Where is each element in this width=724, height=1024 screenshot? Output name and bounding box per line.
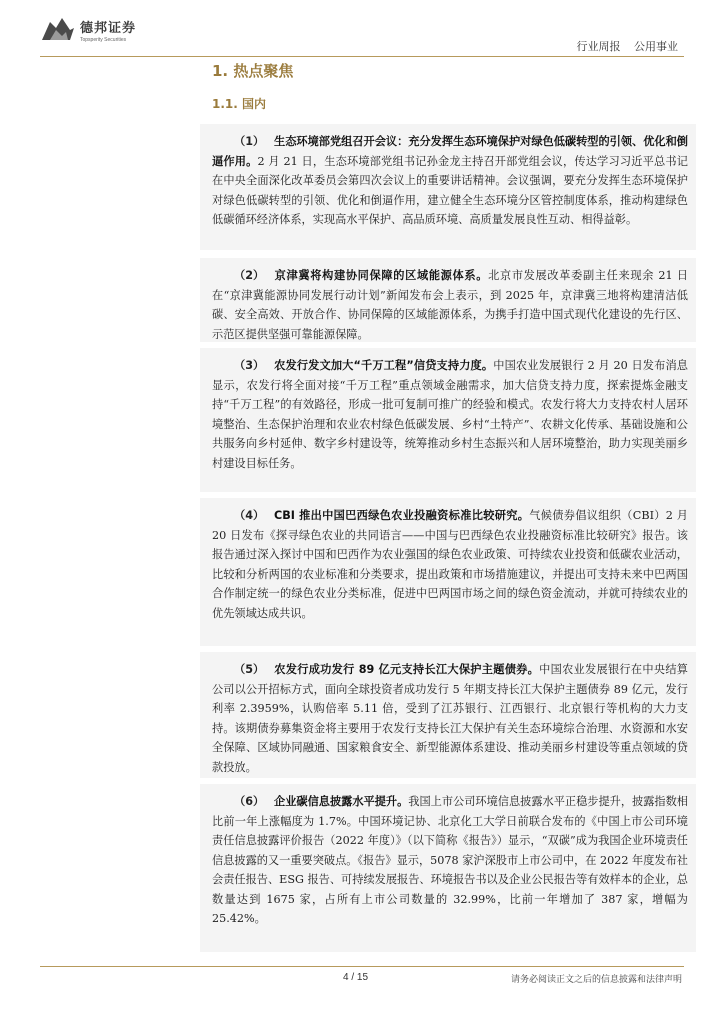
report-sector: 公用事业 <box>634 40 678 53</box>
item-number: （4） <box>234 509 265 522</box>
report-type: 行业周报 <box>576 40 621 53</box>
item-body: 我国上市公司环境信息披露水平正稳步提升，披露指数相比前一年上涨幅度为 1.7%。中国环境记协、北京化工大学日前联合发布的《中国上市公司环境责任信息披露评价报告（2022 年度）》（以下简称《报告》）显示，“双碳”成为我国企业环境责任信息披露的又一重要突破点。《报告》显示，5078 家沪深股市上市公司中，在 2022 年度发布社会责任报告、ESG 报告、可持续发展报告、环境报告书以及企业公民报告等有效样本的企业，总数量达到 1675 家，占所有上市公司数量的 32.99%，比前一年增加了 387 家，增幅为 25.42%。 <box>212 795 688 925</box>
item-body: 2 月 21 日，生态环境部党组书记孙金龙主持召开部党组会议，传达学习习近平总书记在中央全面深化改革委员会第四次会议上的重要讲话精神。会议强调，要充分发挥生态环境保护对绿色低碳转型的引领、优化和倒逼作用，建立健全生态环境分区管控制度体系，推动构建绿色低碳循环经济体系，实现高水平保护、高品质环境、高质量发展良性互动、相得益彰。 <box>212 154 688 226</box>
news-item-1 <box>200 124 696 250</box>
item-title: 生态环境部党组召开会议：充分发挥生态环境保护对绿色低碳转型的引领、优化和倒逼作用。 <box>212 135 688 168</box>
header-divider <box>40 56 684 57</box>
page-number: 4 / 15 <box>343 972 369 983</box>
item-body: 中国农业发展银行在中央结算公司以公开招标方式，面向全球投资者成功发行 5 年期支持长江大保护主题债券 89 亿元，发行利率 2.3959%，认购倍率 5.11 倍，受到了江苏银行、江西银行、北京银行等机构的大力支持。该期债券募集资金将主要用于农发行支持长江大保护有关生态环境综合治理、水资源和水安全保障、区域协同融通、国家粮食安全、新型能源体系建设、推动美丽乡村建设等重点领域的贷款投放。 <box>212 663 688 774</box>
item-number: （3） <box>234 359 265 372</box>
news-item-3 <box>200 348 696 492</box>
subsection-heading: 1.1. 国内 <box>212 97 266 111</box>
item-body: 中国农业发展银行 2 月 20 日发布消息显示，农发行将全面对接“千万工程”重点领域金融需求，加大信贷支持力度，探索提炼金融支持“千万工程”的有效路径，形成一批可复制可推广的经验和模式。农发行将大力支持农村人居环境整治、生态保护治理和农业农村绿色低碳发展、乡村“土特产”、农耕文化传承、基础设施和公共服务向乡村延伸、数字乡村建设等，统筹推动乡村生态振兴和人居环境整治，助力实现美丽乡村建设目标任务。 <box>212 359 688 470</box>
news-item-6 <box>200 784 696 952</box>
item-title: 企业碳信息披露水平提升。 <box>274 795 409 808</box>
item-number: （1） <box>234 135 265 148</box>
item-title: CBI 推出中国巴西绿色农业投融资标准比较研究。 <box>274 509 530 522</box>
item-number: （5） <box>234 663 265 676</box>
news-item-5 <box>200 652 696 778</box>
logo-english-name: Topsperity Securities <box>80 37 127 43</box>
report-header-tags <box>577 38 679 54</box>
legal-disclaimer: 请务必阅读正文之后的信息披露和法律声明 <box>510 975 682 985</box>
item-number: （2） <box>234 269 265 282</box>
item-title: 农发行成功发行 89 亿元支持长江大保护主题债券。 <box>274 663 540 676</box>
news-item-4 <box>200 498 696 646</box>
item-number: （6） <box>234 795 265 808</box>
item-title: 京津冀将构建协同保障的区域能源体系。 <box>274 269 489 282</box>
company-logo <box>40 16 136 44</box>
section-heading: 1. 热点聚焦 <box>212 62 294 80</box>
logo-chinese-name: 德邦证券 <box>80 21 137 36</box>
item-body: 北京市发展改革委副主任来现余 21 日在“京津冀能源协同发展行动计划”新闻发布会上表示，到 2025 年，京津冀三地将构建清洁低碳、安全高效、开放合作、协同保障的区域能源体系，为携手打造中国式现代化建设的先行区、示范区提供坚强可靠能源保障。 <box>212 269 688 341</box>
news-item-2 <box>200 258 696 342</box>
item-title: 农发行发文加大“千万工程”信贷支持力度。 <box>274 359 494 372</box>
item-body: 气候债券倡议组织（CBI）2 月 20 日发布《探寻绿色农业的共同语言——中国与巴西绿色农业投融资标准比较研究》报告。该报告通过深入探讨中国和巴西作为农业强国的绿色农业政策、可持续农业投资和低碳农业活动，比较和分析两国的农业标准和分类要求，提出政策和市场措施建议，并提出可支持未来中巴两国合作制定统一的绿色农业分类标准，促进中巴两国市场之间的绿色资金流动，并就可持续农业的优先领域达成共识。 <box>212 509 688 620</box>
footer-divider <box>40 966 684 967</box>
logo-emblem-icon <box>40 16 76 44</box>
